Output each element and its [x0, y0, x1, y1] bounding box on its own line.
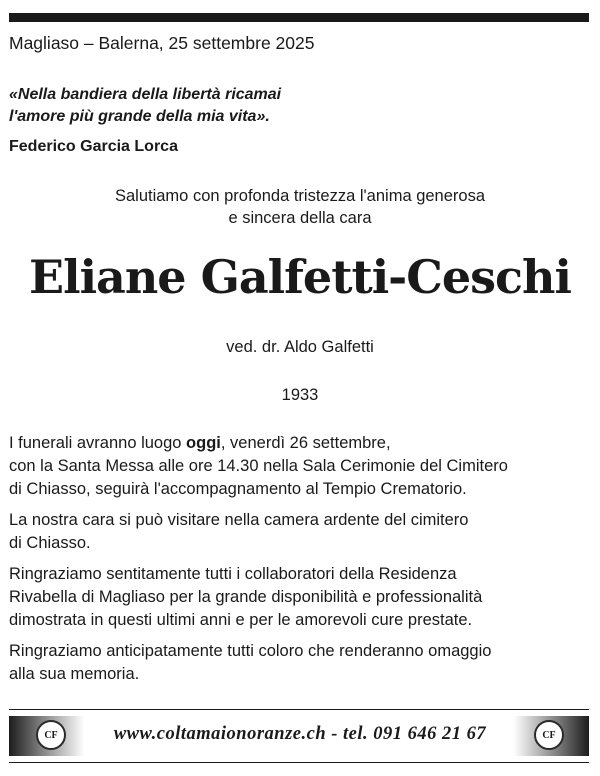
- intro-line-2: e sincera della cara: [228, 209, 372, 227]
- epigraph-quote: [9, 84, 281, 128]
- funeral-text-line-3: di Chiasso, seguirà l'accompagnamento al Tempio Crematorio.: [9, 480, 467, 498]
- footer-rule-bottom: [9, 762, 589, 763]
- funeral-paragraph: [9, 432, 589, 501]
- visitation-paragraph: [9, 509, 589, 555]
- funeral-text-line-2: con la Santa Messa alle ore 14.30 nella Sala Cerimonie del Cimitero: [9, 457, 508, 475]
- funeral-text-date: , venerdì 26 settembre,: [220, 434, 391, 452]
- thanks-all-line-1: Ringraziamo anticipatamente tutti coloro che renderanno omaggio: [9, 642, 492, 660]
- intro-line-1: Salutiamo con profonda tristezza l'anima generosa: [114, 187, 486, 205]
- visitation-line-1: La nostra cara si può visitare nella camera ardente del cimitero: [9, 511, 469, 529]
- funeral-home-contact: www.coltamaionoranze.ch - tel. 091 646 21 67: [113, 724, 487, 744]
- thanks-staff-paragraph: [9, 563, 589, 632]
- birth-year: 1933: [281, 386, 319, 404]
- thanks-staff-line-2: Rivabella di Magliaso per la grande disponibilità e professionalità: [9, 588, 483, 606]
- deceased-name: Eliane Galfetti-Ceschi: [29, 250, 571, 304]
- footer-rule-top: [9, 709, 589, 710]
- visitation-line-2: di Chiasso.: [9, 534, 91, 552]
- widow-of: ved. dr. Aldo Galfetti: [226, 338, 374, 356]
- top-rule: [9, 13, 589, 22]
- quote-line-1: «Nella bandiera della libertà ricamai: [9, 86, 282, 103]
- quote-line-2: l'amore più grande della mia vita».: [9, 108, 270, 125]
- funeral-day-emphasis: oggi: [186, 434, 221, 452]
- intro-text: [0, 185, 600, 229]
- announcement-body: [9, 432, 589, 694]
- thanks-all-line-2: alla sua memoria.: [9, 665, 140, 683]
- quote-author: Federico Garcia Lorca: [9, 138, 178, 155]
- thanks-all-paragraph: [9, 640, 589, 686]
- place-date: Magliaso – Balerna, 25 settembre 2025: [9, 33, 315, 53]
- thanks-staff-line-1: Ringraziamo sentitamente tutti i collaboratori della Residenza: [9, 565, 457, 583]
- thanks-staff-line-3: dimostrata in questi ultimi anni e per le amorevoli cure prestate.: [9, 611, 473, 629]
- funeral-text-start: I funerali avranno luogo: [9, 434, 187, 452]
- funeral-home-logo-left: CF: [36, 720, 66, 750]
- funeral-home-logo-right: CF: [534, 720, 564, 750]
